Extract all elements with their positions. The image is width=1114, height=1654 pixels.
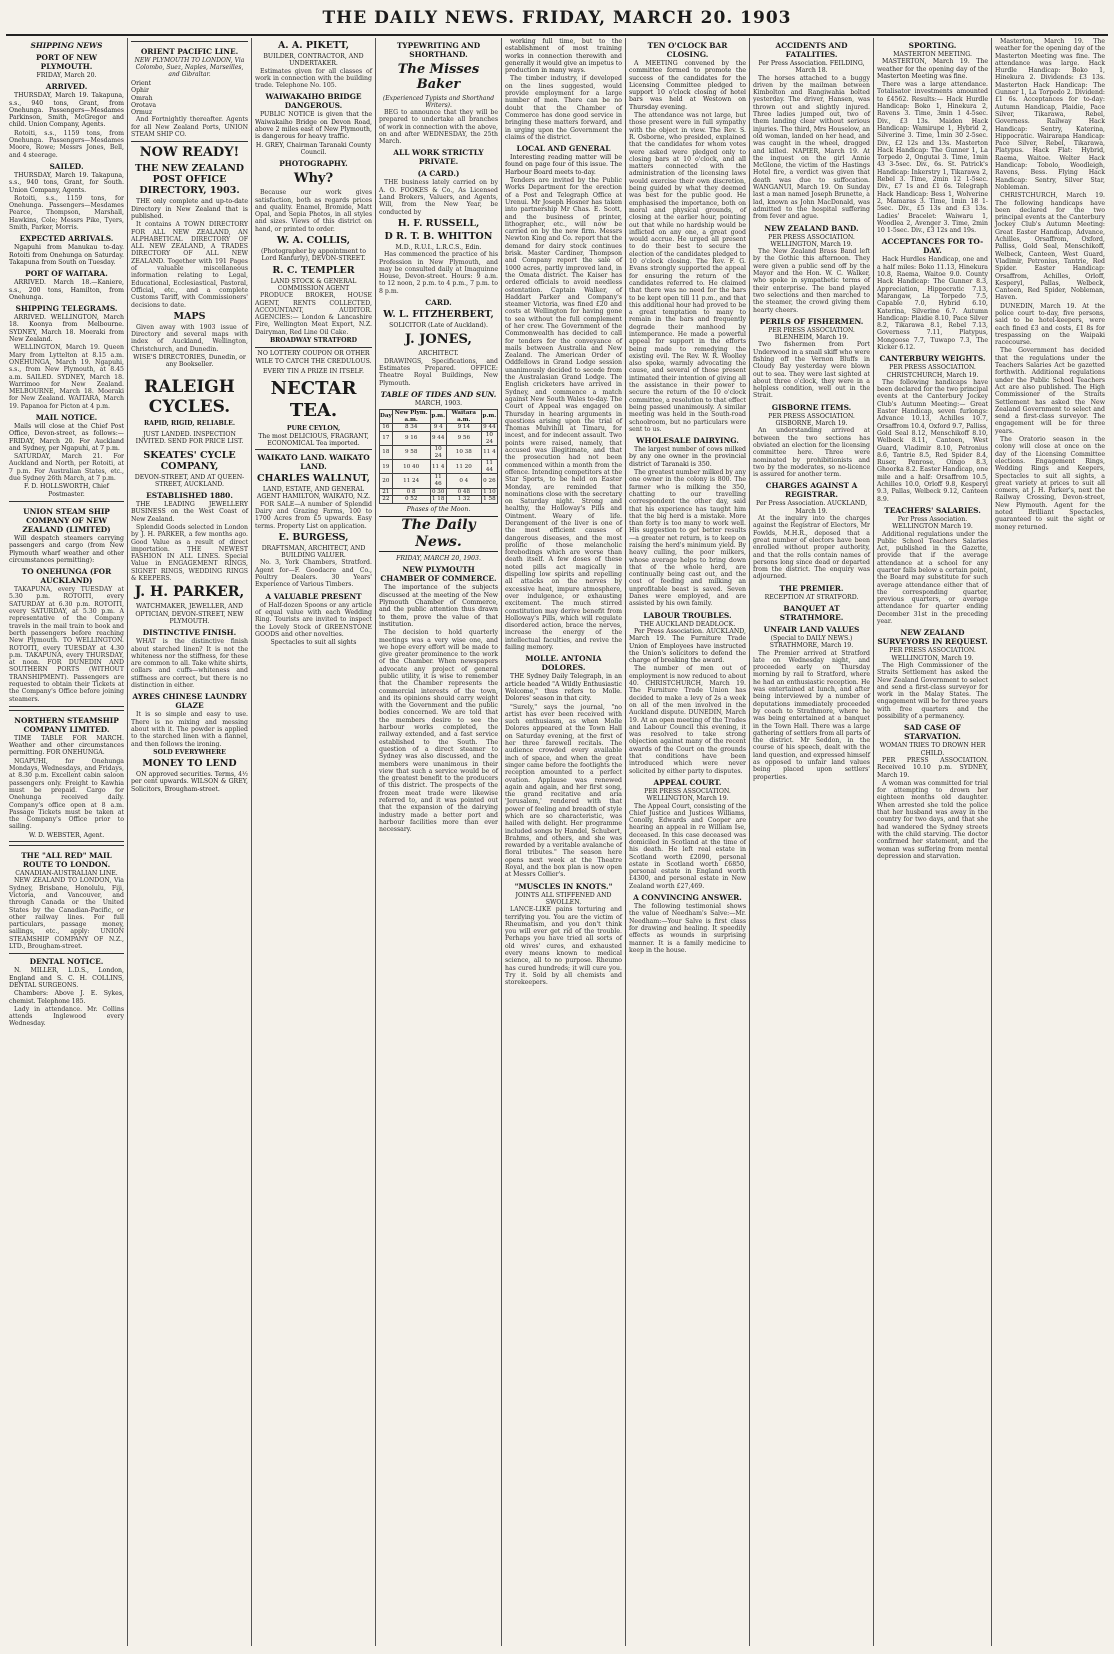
telegrams-heading: SHIPPING TELEGRAMS.: [15, 304, 118, 314]
dental-heading: DENTAL NOTICE.: [29, 957, 104, 967]
chamber-heading: NEW PLYMOUTH CHAMBER OF COMMERCE.: [380, 565, 497, 584]
shipping-news-heading: SHIPPING NEWS: [30, 41, 103, 50]
filler-text: Rotoiti, s.s., 1159 tons, for Onehunga. Passengers—Mesdames Pearce, Thompson, Marshall, Hawkins, Cole; Messrs Pike, Tyers, Smith, Parker, Morris.: [9, 194, 124, 232]
gisborne-sub: PER PRESS ASSOCIATION. GISBORNE, March 19.: [768, 412, 855, 428]
column-8: [874, 38, 992, 1646]
sporting-sub: MASTERTON MEETING.: [893, 51, 972, 58]
onehunga-heading: TO ONEHUNGA (FOR AUCKLAND): [21, 567, 112, 586]
canterbury-heading: CANTERBURY WEIGHTS.: [879, 354, 986, 364]
card2-heading: CARD.: [425, 298, 452, 308]
directory-text: THE only complete and up-to-date Directory in New Zealand that is published.: [131, 198, 248, 220]
molle-text: THE Sydney Daily Telegraph, in an article headed "A Wildly Enthusiastic Welcome," thus refers to Molle. Dolores' season in that city.: [505, 673, 622, 703]
table-cell: 9 58: [392, 446, 430, 460]
muscles-sub: JOINTS ALL STIFFENED AND SWOLLEN.: [515, 891, 612, 906]
established-text: THE LEADING JEWELLERY BUSINESS on the West Coast of New Zealand.: [131, 501, 248, 523]
table-row: [380, 424, 498, 432]
table-cell: 1 32: [446, 496, 481, 504]
banquet-heading: BANQUET AT STRATHMORE.: [779, 604, 844, 622]
filler-text: It contains A TOWN DIRECTORY FOR ALL NEW ZEALAND, AN ALPHABETICAL DIRECTORY OF ALL NEW ZEALAND, A TRADES DIRECTORY OF ALL NEW ZEALAND. Together with 191 Pages of valuable miscellaneous information relating to Legal, Educational, Ecclesiastical, Pastoral, Official, etc., and a complete Customs Tariff, with Commissioners' decisions to date.: [131, 221, 248, 309]
valuable-heading: A VALUABLE PRESENT: [265, 591, 362, 601]
broadway: BROADWAY STRATFORD: [269, 337, 358, 345]
agent: W. D. WEBSTER, Agent.: [28, 831, 105, 839]
dairying-heading: WHOLESALE DAIRYING.: [636, 436, 739, 446]
masthead-rule: [6, 34, 1108, 36]
port-heading: PORT OF NEW PLYMOUTH.: [35, 53, 98, 71]
pikett-heading: A. A. PIKETT,: [277, 40, 350, 51]
canadian-line: CANADIAN-AUSTRALIAN LINE.: [15, 870, 118, 878]
filler-text: The greatest number milked by any one owner in the colony is 800. The farmer who is milking the 350, chatting to our travelling correspondent the other day, said that his experience has taught him that the big herd is a mistake. More than forty is too many to work well. His suggestion to get better results—a greater net return, is to keep on raising the herd's minimum yield. By heavy culling, the poor milkers, whose average helps to bring down that of the whole herd, are continually being cast out, and the cost of feeding and milking an unprofitable beast is saved. Seven Danes were employed, and are assisted by his own family.: [629, 469, 746, 608]
just-landed: JUST LANDED. INSPECTION INVITED. SEND FOR PRICE LIST.: [135, 430, 244, 446]
expected-text: Ngapuhi from Manukau to-day. Rotoiti from Onehunga on Saturday. Takapuna from South on Tuesday.: [9, 244, 124, 266]
column-7: [750, 38, 874, 1646]
table-cell: 10 24: [481, 431, 497, 445]
burgess-heading: E. BURGESS,: [278, 531, 349, 543]
accidents-heading: ACCIDENTS AND FATALITIES.: [775, 41, 848, 59]
filler-text: THE business lately carried on by A. O. FOOKES & Co., As Licensed Land Brokers, Valuers, and Agents, Will, from the New Year, be conducted by: [379, 179, 498, 216]
table-header: New Plym. a.m.: [392, 410, 430, 424]
no-lottery: NO LOTTERY COUPON OR OTHER WILE TO CATCH THE CREDULOUS.: [255, 350, 372, 365]
money-heading: MONEY TO LEND: [142, 758, 237, 770]
filler-text: The Oratorio season in the colony will close at once on the day of the Licensing Committee elections. Engagement Rings, Wedding Rings and Keepers, Spectacles to suit all sights, a great variety at prices to suit all comers, at J. H. Parker's, next the Railway Crossing, Devon-street, New Plymouth. Agent for the noted Brilliant Spectacles, guaranteed to suit the sight or money returned.: [995, 436, 1105, 531]
burgess-sub: DRAFTSMAN, ARCHITECT, AND BUILDING VALUER.: [261, 544, 366, 560]
filler-text: The decision to hold quarterly meetings was a very wise one, and we hope every effort will be made to give greater prominence to the work of the Chamber. When newspapers advocate any project of general public utility, it is wise to remember that the Chamber represents the commercial interests of the town, and its opinions should carry weight with the Government and the public bodies concerned. We are told that the members desire to see the harbour works completed, the railway extended, and a fast service established to the South. The question of a direct steamer to Sydney was also discussed, and the members were unanimous in their view that such a service would be of the greatest benefit to the producers of this district. The prospects of the frozen meat trade were likewise referred to, and it was pointed out that the expansion of the dairying industry made a better port and harbour facilities more than ever necessary.: [379, 629, 498, 834]
filler-text: The number of men out of employment is now reduced to about 40. CHRISTCHURCH, March 19. The Furniture Trade Union has decided to make a levy of 2s a week on all of the men involved in the Auckland dispute. DUNEDIN, March 19. At an open meeting of the Trades and Labour Council this evening, it was resolved to take strong objection against many of the recent awards of the Court on the grounds that conditions have been introduced which were never solicited by either party to disputes.: [629, 665, 746, 775]
all-work: ALL WORK STRICTLY PRIVATE.: [393, 148, 484, 167]
filler-text: Splendid Goods selected in London by J. H. PARKER, a few months ago. Good Value as a result of direct importation. THE NEWEST FASHION IN ALL LINES. Special Value in ENGAGEMENT RINGS, SIGNET RINGS, WEDDING RINGS & KEEPERS.: [131, 523, 248, 583]
waiwakaiho-heading: WAIWAKAIHO BRIDGE DANGEROUS.: [265, 92, 362, 111]
tides-heading: TABLE OF TIDES AND SUN.: [380, 389, 497, 399]
appeal-heading: APPEAL COURT.: [653, 777, 722, 787]
filler-text: There was a large attendance. Totalisator investments amounted to £4562. Results:— Hack Hurdle Handicap: Boko 1, Hinekura 2, Ravens 3. Time, 3min 1 4-5sec. Div., £3 13s. Maiden Hack Handicap: Wamirupe 1, Hybrid 2, Silverine 3. Time, 1min 30 2-5sec. Div., £2 12s and 13s. Masterton Hack Handicap: The Gunner 1, La Torpedo 2, Ongutai 3. Time, 1min 43 3-5sec. Div., 6s. St. Patrick's Handicap: Inkerstry 1, Tikarawa 2, Rebel 3. Time, 2min 12 1-5sec. Div., £7 1s and £1 6s. Telegraph Hack Handicap: Bess 1, Wolverine 2, Mamaras 3. Time, 1min 18 1-5sec. Div., £5 13s and £3 13s. Ladies' Bracelet: Waiwaru 1, Woodlea 2, Avenger 3. Time, 2min 10 1-5sec. Div., £3 12s and 19s.: [877, 81, 988, 235]
filler-text: of Half-dozen Spoons or any article of equal value with each Wedding Ring. Tourists are invited to inspect the Lovely Stock of GREENSTONE GOODS and other novelties.: [255, 601, 372, 638]
gisborne-heading: GISBORNE ITEMS.: [771, 402, 852, 412]
table-cell: 1 58: [483, 496, 496, 503]
filler-text: Has commenced the practice of his Profession in New Plymouth, and may be consulted daily at Imaguinne House, Devon-street. Hours: 9 a.m. to 12 noon, 2 p.m. to 4 p.m., 7 p.m. to 8 p.m.: [379, 251, 498, 295]
ten-oclock-text: A MEETING convened by the committee formed to promote the success of the candidates for the Licensing Committee pledged to support 10 o'clock closing of hotel bars was held at Westown on Thursday evening.: [629, 60, 746, 111]
sold-everywhere: SOLD EVERYWHERE: [153, 748, 226, 756]
labour-text: Per Press Association. AUCKLAND, March 19. The Furniture Trade Union of Employees have instructed the Union's solicitors to defend the charge of breaking the award.: [629, 627, 746, 665]
expected-heading: EXPECTED ARRIVALS.: [19, 234, 114, 244]
table-cell: 11 4: [430, 460, 446, 474]
column-1: [6, 38, 128, 1646]
local-text: Interesting reading matter will be found on page four of this issue. The Harbour Board meets to-day.: [505, 154, 622, 176]
column-5: [502, 38, 626, 1646]
filler-text: The New Zealand Brass Band left by the Gothic this afternoon. They were given a public send off by the Mayor and the Hon. W. C. Walker, who spoke in sympathetic terms of their enterprise. The band played two selections and then marched to the steamer, the crowd giving them hearty cheers.: [753, 248, 870, 314]
table-header: Day: [380, 410, 393, 424]
filler-text: Because our work gives satisfaction, both as regards prices and quality. Enamel, Bromide, Matt Opal, and Sepia Photos, in all styles and sizes. Views of this district on hand, or printed to order.: [255, 189, 372, 233]
fitz-sub: SOLICITOR (Late of Auckland).: [389, 322, 488, 330]
filler-text: The Premier arrived at Stratford late on Wednesday night, and proceeded early on Thursday morning by rail to Stratford, where he had an enthusiastic reception. He was entertained at lunch, and after being interviewed by a number of deputations immediately proceeded by coach to Strathmore, where he was being entertained at a banquet in the Town Hall. There was a large gathering of settlers from all parts of the district. Mr Seddon, in the course of his speech, dealt with the land question, and expressed himself as opposed to unfair land values being placed upon settlers' properties.: [753, 649, 870, 781]
spectacles: Spectacles to suit all sights: [270, 639, 357, 647]
sailed-text: THURSDAY, March 19. Takapuna, s.s., 940 tons, Grant, for South. Union Company, Agents.: [9, 171, 124, 194]
templer-sub: LAND STOCK & GENERAL COMMISSION AGENT: [270, 277, 357, 292]
maps-heading: MAPS: [173, 310, 206, 322]
filler-text: The following handicaps have been declared for the two principal events at the Canterbury Jockey Club's Autumn Meeting:— Great Easter Handicap, seven furlongs: Advance 10.13, Achilles 10.7, Orsaffrom 10.4, Oxford 9.7, Palliss, Gold Seal 8.12, Menschikoff 8.10, Welbeck 8.11, Canteen, West Guard, Vladimir 8.10, Petronius 8.6, Tantrie 8.5, Red Spider 8.4, Ruser, Penrose, Oingo 8.3, Ghoorka 8.2. Easter Handicap, one mile and a half: Orsaffrom 10.5, Achilles 10.0, Orloff 9.8, Kesperyl 9.3, Pallas, Welbeck 9.12, Canteen 8.9.: [877, 378, 989, 503]
collis-sub: (Photographer by appointment to Lord Ranfurly), DEVON-STREET.: [260, 248, 367, 263]
telegrams-text: ARRIVED. WELLINGTON, March 18. Koonya from Melbourne. SYDNEY, March 18. Moeraki from New Zealand.: [9, 314, 124, 344]
raleigh-heading: RALEIGH CYCLES.: [144, 376, 235, 417]
arrived-text: THURSDAY, March 19. Takapuna, s.s., 940 tons, Grant, from Onehunga. Passengers—Mesdames Parkinson, Smith, McGregor and child. Union Company, Agents.: [9, 92, 124, 129]
table-cell: 9 4: [430, 424, 446, 432]
nectar-sub: PURE CEYLON,: [286, 425, 341, 433]
table-cell: 0 26: [481, 474, 497, 488]
filler-text: It is so simple and easy to use. There is no mixing and messing about with it. The powder is applied to the starched linen with a flannel, and then follows the ironing.: [131, 711, 248, 748]
phases-heading: Phases of the Moon.: [406, 505, 471, 513]
table-cell: 10 38: [446, 446, 481, 460]
filler-text: Tenders are invited by the Public Works Department for the erection of a Post and Telegraph Office at Urenui. Mr Joseph Hosner has taken into partnership Mr Chas. E. Scott, and the business of printer, lithographer, etc., will now be carried on by the new firm. Messrs Newton King and Co. report that the demand for dairy stock continues brisk. Master Cardiner, Thompson and Company report the sale of 1000 acres, partly improved land, in the Omata district. The Kaiser has ordered officials to avoid needless ostentation. Captain Walker, of Haddart Parker and Company's steamer Victoria, was fined £20 and costs at Wellington for having gone to sea without the full complement of her crew. The Government of the Commonwealth has decided to call for tenders for the conveyance of mails between Australia and New Zealand. The American Order of Oddfellows in Grand Lodge session unanimously decided to secede from the Australasian Grand Lodge. The English cricketers have arrived in Sydney, and commence a match against New South Wales to-day. The Court of Appeal was engaged on Thursday in hearing arguments in questions arising upon the trial of Thomas Mulvihill at Timaru, for incest, and for indecent assault. Two points were raised, namely, that accused was illegitimate, and that the prosecution had not been commenced within a month from the offence. Intending competitors at the Star Sports, to be held on Easter Monday, are reminded that nominations close with the secretary on Saturday night. Strong and healthy, the Holloway's Pills and Ointment. Weary of life. Derangement of the liver is one of the most efficient causes of dangerous diseases, and the most prolific of those melancholic forebodings which are worse than death itself. A few doses of these noted pills act magically in dispelling low spirits and repelling all attacks on the nerves by excessive heat, impure atmosphere, over indulgence, or exhausting excitement. The much stirred constitution may derive benefit from Holloway's Pills, which will regulate disordered action, brace the nerves, increase the energy of the intellectual faculties, and revive the failing memory.: [505, 177, 622, 652]
sporting-heading: SPORTING.: [908, 41, 957, 50]
table-cell: 11 46: [430, 474, 446, 488]
whitton-sub: M.D., R.U.I., L.R.C.S., Edin.: [395, 243, 482, 251]
table-header: p.m.: [481, 410, 497, 424]
russell-heading: H. F. RUSSELL,: [397, 217, 480, 229]
filler-text: The timber industry, if developed on the lines suggested, would provide employment for a large number of men. There can be no doubt that the Chamber of Commerce has done good service in bringing these matters forward, and in urging upon the Government the claims of the district.: [505, 75, 622, 141]
acceptances-heading: ACCEPTANCES FOR TO-DAY.: [881, 237, 984, 256]
table-row: [380, 446, 498, 460]
column-9: [992, 38, 1108, 1646]
premier-sub: RECEPTION AT STRATFORD.: [764, 593, 859, 601]
filler-text: The attendance was not large, but those present were in full sympathy with the object in view. The Rev. S. R. Osborne, who presided, explained that the candidates for whom votes were asked were pledged only to closing bars at 10 o'clock, and all matters connected with the administration of the licensing laws would exercise their own discretion, being guided by what they deemed was best for the public good. He emphasised the importance, both on moral and physical grounds, of closing at the earlier hour, pointing out that while no hardship would be inflicted on any one, a great good would accrue. He urged all present to do their best to secure the election of the candidates pledged to 10 o'clock closing. The Rev. F. G. Evans strongly supported the appeal for ensuring the return of the candidates referred to. He claimed that there was no need for the bars to be kept open till 11 p.m., and that this additional hour had proved to be a great temptation to many to remain in the bars and frequently degrade their manhood by intemperance. He made a powerful appeal for support in the efforts being made to remedying the existing evil. The Rev. W. R. Woolley also spoke, warmly advocating the cause, and several of those present intimated their intention of giving all the assistance in their power to secure the return of the 10 o'clock committee, a resolution to that effect being passed unanimously. A similar meeting was held in the South-road schoolroom, but no particulars were sent to us.: [629, 112, 746, 433]
canterbury-sub: PER PRESS ASSOCIATION. CHRISTCHURCH, March 19.: [886, 364, 979, 379]
column-6: [626, 38, 750, 1646]
filler-text: Rotoiti, s.s., 1159 tons, from Onehunga. Passengers—Mesdames Moore, Rowe; Messrs Jones, Bell, and 4 steerage.: [9, 129, 124, 159]
dairying-text: The largest number of cows milked by any one owner in the provincial district of Taranaki is 350.: [629, 446, 746, 468]
parker-sub: WATCHMAKER, JEWELLER, AND OPTICIAN, DEVON-STREET, NEW PLYMOUTH.: [135, 603, 244, 625]
allred-ad: [9, 845, 124, 954]
filler-text: Given away with 1903 issue of Directory and several maps with index of Auckland, Wellington, Christchurch, and Dunedin.: [131, 323, 248, 353]
teachers-sub: Per Press Association. WELLINGTON March 19.: [892, 515, 973, 531]
surveyors-sub: PER PRESS ASSOCIATION. WELLINGTON, March 19.: [889, 647, 976, 662]
postmaster: F. D. HOLLSWORTH, Chief Postmaster.: [24, 483, 109, 498]
typewriting-heading: TYPEWRITING AND SHORTHAND.: [396, 41, 481, 59]
filler-text: The High Commissioner of the Straits Settlement has asked the New Zealand Government to select and send a first-class surveyor for work in the Malay States. The engagement will be for three years with free quarters and the possibility of a permanency.: [877, 661, 988, 721]
table-cell: 11 20: [446, 460, 481, 474]
table-cell: 1 18: [431, 496, 445, 503]
templer-heading: R. C. TEMPLER: [272, 264, 355, 276]
sailed-heading: SAILED.: [49, 161, 84, 171]
filler-text: DUNEDIN, March 19. At the police court to-day, five persons, said to be hotel-keepers, were each fined £3 and costs, £1 8s for trespassing on the Waipaki racecourse.: [995, 302, 1105, 347]
arrived-heading: ARRIVED.: [45, 82, 88, 92]
table-cell: 11 44: [481, 460, 497, 474]
page-columns: [6, 38, 1108, 1646]
filler-text: TAKAPUNA, every TUESDAY at 5.30 p.m. ROTOITI, every SATURDAY at 6.30 p.m. ROTOITI, every SATURDAY, at 5.30 p.m. A representative of the Company travels in the mail train to book and berth passengers before reaching New Plymouth. TO WELLINGTON. ROTOITI, every TUESDAY at 4.30 p.m. TAKAPUNA, every THURSDAY, at noon. FOR DUNEDIN AND SOUTHERN PORTS (WITHOUT TRANSHIPMENT). Passengers are requested to obtain their Tickets at the Company's Office before joining steamers.: [9, 586, 124, 703]
filler-text: NEW ZEALAND TO LONDON, Via Sydney, Brisbane, Honolulu, Fiji, Victoria, and Vancouver, and through Canada or the United States by the Canadian-Pacific, or other railway lines. For full particulars, passage money, sailings, etc., apply: UNION STEAMSHIP COMPANY OF N.Z., LTD., Brougham-street.: [9, 877, 124, 951]
premier-heading: THE PREMIER.: [779, 583, 844, 593]
table-header: p.m.: [430, 410, 446, 424]
parker-heading: J. H. PARKER,: [134, 584, 245, 601]
table-row: [380, 431, 498, 445]
table-cell: 9 16: [392, 431, 430, 445]
nectar-text: The most DELICIOUS, FRAGRANT, ECONOMICAL Tea imported.: [258, 432, 369, 447]
date-line: FRIDAY, March 20.: [36, 72, 97, 79]
filler-text: SATURDAY, March 21. For Auckland and North, per Rotoiti, at 7 p.m. For Australian States, etc., due Sydney 26th March, at 7 p.m.: [9, 453, 124, 483]
sporting-text: MASTERTON, March 19. The weather for the opening day of the Masterton Meeting was fine.: [877, 58, 988, 80]
table-cell: 0 8: [392, 488, 430, 496]
filler-text: No. 3, York Chambers, Stratford. Agent for—F. Goodacre and Co., Poultry Dealers. 30 Years' Experience of Various Timbers.: [255, 559, 372, 589]
table-cell: 9 44: [483, 424, 496, 431]
waitara-heading: PORT OF WAITARA.: [25, 269, 108, 279]
raleigh-sub: RAPID, RIGID, RELIABLE.: [144, 419, 235, 427]
orient-ad: [131, 41, 248, 142]
filler-text: WHAT is the distinctive finish about starched linen? It is not the whiteness nor the stiffness, for these are common to all. Take white shirts, collars and cuffs—whiteness and stiffness are correct, but there is no distinction in either.: [131, 638, 248, 690]
table-row: [380, 410, 498, 424]
filler-text: Estimates given for all classes of work in connection with the building trade. Telephone No. 105.: [255, 67, 372, 90]
table-cell: 17: [380, 431, 393, 445]
table-cell: 22: [380, 496, 393, 504]
northern-heading: NORTHERN STEAMSHIP COMPANY LIMITED.: [14, 715, 119, 734]
baker-heading: The Misses Baker: [397, 62, 480, 92]
orient-ships: [131, 80, 248, 116]
wallnut-sub: LAND, ESTATE, AND GENERAL AGENT HAMILTON, WAIKATO, N.Z.: [256, 486, 371, 501]
baker-sub: (Experienced Typists and Shorthand Writers).: [382, 95, 495, 109]
filler-text: Lady in attendance. Mr. Collins attends Inglewood every Wednesday.: [9, 1005, 124, 1028]
table-cell: 20: [380, 474, 393, 488]
local-heading: LOCAL AND GENERAL: [516, 144, 611, 154]
nectar-heading: NECTAR TEA.: [270, 378, 357, 422]
filler-text: Masterton, March 19. The weather for the opening day of the Masterton Meeting was fine. The attendance was large. Hack Hurdle Handicap: Boko 1, Hinekura 2. Dividends: £3 13s. Masterton Hack Handicap: The Gunner 1, La Torpedo 2. Dividend: £1 6s. Acceptances for to-day: Autumn Handicap, Plaidie, Pace Silver, Tikarawa, Rebel, Governess. Railway Hack Handicap: Sentry, Katerina, Hippocratic. Wairarapa Handicap: Pace Silver, Rebel, Tikarawa, Platypus. Hack Flat: Hybrid, Raema, Waitoe. Welter Hack Handicap: Tobolo, Woodleigh, Ravens, Bess. Flying Hack Handicap: Sentry, Silver Star, Nobleman.: [995, 38, 1105, 191]
photo-heading: PHOTOGRAPHY.: [279, 159, 348, 169]
special-sub: (Special to DAILY NEWS.) STRATHMORE, March 19.: [769, 635, 854, 650]
filler-text: BEG to announce that they will be prepared to undertake all branches of work in connection with the above, on and after WEDNESDAY, the 25th March.: [379, 109, 498, 146]
filler-text: "Surely," says the journal, "no artist has ever been received with such enthusiasm, as when Molle Dolores appeared at the Town Hall on Saturday evening, at the first of her three farewell recitals. The audience crowded every available inch of space, and when the great singer came before the footlights the reception amounted to a perfect ovation. Applause was renewed again and again, and her first song, the grand recitative and aria 'Jerusalem,' rendered with that power of feeling and breadth of style which are so characteristic, was hailed with delight. Her programme included songs by Handel, Schubert, Brahms, and others, and she was rewarded by a veritable avalanche of floral tributes." The season here opens next week at the Theatre Royal, and the box plan is now open at Messrs Collier's.: [505, 703, 622, 879]
masthead: THE DAILY NEWS. FRIDAY, MARCH 20. 1903: [322, 8, 792, 28]
ten-oclock-heading: TEN O'CLOCK BAR CLOSING.: [647, 41, 728, 59]
muscles-heading: "MUSCLES IN KNOTS.": [514, 881, 613, 891]
appeal-sub: PER PRESS ASSOCIATION. WELLINGTON, March 19.: [644, 787, 731, 803]
ship-name: Ophir: [131, 87, 149, 95]
collis-heading: W. A. COLLIS,: [276, 235, 351, 247]
band-sub: PER PRESS ASSOCIATION. WELLINGTON, March 19.: [768, 233, 855, 248]
filler-text: Hack Hurdles Handicap, one and a half miles: Boko 11.13, Hinekura 10.8, Raema, Waitoe 9.0. County Hack Handicap: The Gunner 8.3, Appreciation, Hippocratic 7.13, Marangaw, La Torpedo 7.5, Capable 7.0, Hybrid 6.10, Katerina, Silverine 6.7. Autumn Handicap: Plaidie 8.10, Pace Silver 8.2, Tikarawa 8.1, Rebel 7.13, Governess 7.11, Platypus, Mongoose 7.7, Tuwapo 7.3, The Kicker 6.12.: [877, 256, 988, 351]
ship-name: Ormuz: [131, 109, 153, 117]
table-cell: 9 14: [446, 424, 481, 432]
filler-text: FOR SALE—A number of Splendid Dairy and Grazing Farms, 100 to 1700 Acres from £5 upwards. Easy terms. Property List on application.: [255, 500, 372, 530]
filler-text: Additional regulations under the Public School Teachers Salaries Act, published in the Gazette, provide that if the average attendance at a school for any quarter falls below a certain point, the Board may substitute for such average attendance either that of the corresponding quarter, previous quarters, or average attendance for quarter ending December 31st in the preceding year.: [877, 530, 988, 626]
surveyors-heading: NEW ZEALAND SURVEYORS IN REQUEST.: [877, 628, 988, 647]
table-cell: 11 4: [481, 446, 497, 460]
registrar-sub: Per Press Association. AUCKLAND, March 19.: [755, 500, 868, 515]
tides-month: MARCH, 1903.: [414, 399, 463, 407]
wallnut-heading: CHARLES WALLNUT,: [257, 473, 370, 485]
accidents-sub: Per Press Association. FEILDING, March 18.: [758, 60, 865, 75]
table-cell: 10 40: [392, 460, 430, 474]
unfair-heading: UNFAIR LAND VALUES: [763, 625, 860, 634]
starvation-text: PER PRESS ASSOCIATION. Received 10.10 p.m. SYDNEY, March 19.: [877, 756, 988, 779]
column-2: [128, 38, 252, 1646]
orient-heading: ORIENT PACIFIC LINE.: [140, 47, 239, 56]
money-text: ON approved securities. Terms, 4½ per cent upwards. WILSON & GREY, Solicitors, Brougham-street.: [131, 771, 248, 793]
ship-name: Omrah: [131, 94, 153, 102]
table-cell: 0 30: [431, 488, 445, 495]
column-4: [376, 38, 502, 1646]
table-cell: 1 10: [483, 488, 496, 495]
table-row: [380, 488, 498, 496]
table-cell: 16: [380, 424, 393, 432]
dental-text: N. MILLER, L.D.S., London, England and S. C. H. COLLINS, DENTAL SURGEONS.: [9, 967, 124, 989]
chambers-text: Chambers: Above J. E. Sykes, chemist. Telephone 185.: [9, 990, 124, 1005]
filler-text: At the inquiry into the charges against the Registrar of Electors, Mr Fowlds, M.H.R., deposed that a great number of electors have been enrolled without proper authority, and that the rolls contain names of persons long since dead or departed from the district. The enquiry was adjourned.: [753, 515, 870, 581]
every-tin: EVERY TIN A PRIZE IN ITSELF.: [262, 367, 364, 375]
filler-text: WELLINGTON, March 19. Queen Mary from Lyttelton at 8.15 a.m. ONEHUNGA, March 19. Ngapuhi, s.s., from New Plymouth, at 8.45 a.m. SAILED. SYDNEY, March 18. Warrimoo for New Zealand. MELBOURNE, March 18. Moeraki for New Zealand. WAITARA, March 19. Papanoa for Picton at 4 p.m.: [9, 344, 124, 410]
table-cell: 10 24: [430, 446, 446, 460]
mail-text: Mails will close at the Chief Post Office, Devon-street, as follows:— FRIDAY, March 20. For Auckland and Sydney, per Ngapuhi, at 7 p.m.: [9, 422, 124, 452]
table-cell: 9 56: [446, 431, 481, 445]
northern-ad: [9, 710, 124, 842]
filler-text: The Appeal Court, consisting of the Chief Justice and Justices Williams, Conolly, Edwards and Cooper are hearing an appeal in re William Ise, deceased. In this case deceased was domiciled in Scotland at the time of his death. He left real estate in Scotland worth £2090, personal estate in Scotland worth £6850, personal estate in England worth £4300, and personal estate in New Zealand worth £27,469.: [629, 802, 746, 890]
table-cell: 18: [380, 446, 393, 460]
perils-heading: PERILS OF FISHERMEN.: [759, 316, 864, 326]
table-row: [380, 496, 498, 504]
perils-sub: PER PRESS ASSOCIATION. BLENHEIM, March 19.: [768, 326, 855, 342]
skeates-addr: DEVON-STREET, AND AT QUEEN-STREET, AUCKLAND.: [134, 473, 245, 488]
lead-text: working full time, but to the establishment of most training works in connection therewith and generally it would give an impetus to production in many ways.: [505, 38, 622, 75]
labour-sub: THE AUCKLAND DEADLOCK.: [639, 620, 736, 628]
northern-text: TIME TABLE FOR MARCH. Weather and other circumstances permitting. FOR ONEHUNGA.: [9, 734, 124, 757]
table-cell: 0 48: [446, 488, 481, 496]
table-cell: 0 52: [392, 496, 430, 504]
union-text: Will despatch steamers carrying passengers and cargo (from New Plymouth wharf weather and other circumstances permitting):: [9, 534, 124, 564]
ship-name: Orient: [131, 80, 152, 87]
established-heading: ESTABLISHED 1880.: [146, 491, 233, 501]
filler-text: The horses attached to a buggy driven by the mailman between Kimbolton and Rangiwahia bolted yesterday. The driver, Hansen, was thrown out and slightly injured. Three ladies jumped out, two of them landing clear without serious injuries. The third, Mrs Houselow, an old woman, landed on her head, and was caught in the wheel, dragged and killed. NAPIER, March 19. At the inquest on the girl Annie McGlone, the victim of the Hastings Hotel fire, a verdict was given that death was due to suffocation. WANGANUI, March 19. On Sunday last a man named Joseph Brunette, a lad, known as John MacDonald, was admitted to the hospital suffering from fever and ague.: [753, 74, 870, 221]
table-cell: 8 34: [392, 424, 430, 432]
union-ad: [9, 501, 124, 707]
union-heading: UNION STEAM SHIP COMPANY OF NEW ZEALAND (LIMITED): [22, 506, 111, 534]
now-ready-heading: NOW READY!: [139, 145, 240, 161]
pikett-sub: BUILDER, CONTRACTOR, AND UNDERTAKER.: [263, 53, 364, 68]
filler-text: An understanding arrived at between the two sections has obviated an election for the licensing committee here. Three were nominated by prohibitionists and two by the moderates, so no-licence is assured for another term.: [753, 427, 870, 479]
orient-text: NEW PLYMOUTH TO LONDON, Via Colombo, Suez, Naples, Marseilles, and Gibraltar.: [134, 57, 245, 78]
filler-text: CHRISTCHURCH, March 19. The following handicaps have been declared for the two principal events at the Canterbury Jockey Club's Autumn Meeting: Great Easter Handicap, Advance, Achilles, Orsaffrom, Oxford, Palliss, Gold Seal, Menschikoff, Welbeck, Canteen, West Guard, Vladimir, Petronius, Tantrie, Red Spider. Easter Handicap: Orsaffrom, Achilles, Orloff, Kesperyl, Pallas, Welbeck, Canteen, Red Spider, Nobleman, Haven.: [995, 192, 1105, 302]
waiwakaiho-text: PUBLIC NOTICE is given that the Waiwakaiho Bridge on Devon Road, above 2 miles east of New Plymouth, is dangerous for heavy traffic.: [255, 111, 372, 141]
teachers-heading: TEACHERS' SALARIES.: [884, 505, 981, 515]
table-row: [380, 474, 498, 488]
ayres-heading: AYRES CHINESE LAUNDRY GLAZE: [132, 692, 247, 711]
filler-text: PRODUCE BROKER, HOUSE AGENT, RENTS COLLECTED, ACCOUNTANT, AUDITOR. AGENCIES:— London & Lancashire Fire, Wellington Meat Export, N.Z. Dairyman, Red Line Oil Cake.: [255, 292, 372, 336]
why-heading: Why?: [293, 171, 334, 187]
filler-text: The Government has decided that the regulations under the Teachers Salaries Act be gazetted forthwith. Additional regulations under the Public School Teachers Act are also published. The High Commissioner of the Straits Settlement has asked the New Zealand Government to select and send a first-class surveyor. The engagement will be for three years.: [995, 347, 1105, 435]
starvation-sub: WOMAN TRIES TO DROWN HER CHILD.: [879, 742, 986, 757]
wises-text: WISE'S DIRECTORIES, Dunedin, or any Bookseller.: [133, 354, 246, 369]
jones-sub: ARCHITECT.: [418, 350, 459, 358]
mail-heading: MAIL NOTICE.: [35, 412, 98, 422]
tide-table: [379, 409, 498, 504]
banner-date: FRIDAY, MARCH 20, 1903.: [396, 555, 481, 563]
filler-text: LANCE-LIKE pains torturing and terrifying you. You are the victim of Rheumatism, and you don't think you will ever get rid of the trouble. Perhaps you have tried all sorts of old wives' cures, and exhausted every means known to medical science, all to no purpose. Rheumo has cured hundreds; it will cure you. Try it. Sold by all chemists and storekeepers.: [505, 906, 622, 987]
band-heading: NEW ZEALAND BAND.: [764, 223, 859, 233]
daily-news-banner: The Daily News.: [379, 516, 498, 552]
allred-heading: THE "ALL RED" MAIL ROUTE TO LONDON.: [21, 851, 112, 870]
table-header: Waitara a.m.: [446, 410, 481, 424]
jones-heading: J. JONES,: [405, 332, 472, 348]
registrar-heading: CHARGES AGAINST A REGISTRAR.: [765, 481, 858, 500]
convincing-heading: A CONVINCING ANSWER.: [633, 893, 742, 903]
skeates-heading: SKEATES' CYCLE COMPANY,: [143, 449, 236, 472]
table-cell: 11 24: [392, 474, 430, 488]
molle-heading: MOLLE. ANTONIA DOLORES.: [525, 654, 602, 673]
nectar-ad: [255, 347, 372, 450]
card-heading: (A CARD.): [417, 169, 460, 179]
ship-name: Orotava: [131, 101, 157, 109]
labour-heading: LABOUR TROUBLES.: [643, 610, 732, 620]
directory-heading: THE NEW ZEALAND POST OFFICE DIRECTORY, 1903.: [134, 163, 244, 197]
waitara-text: ARRIVED. March 18.—Kaniere, s.s., 200 tons, Hamilton, from Onehunga.: [9, 279, 124, 301]
table-row: [380, 460, 498, 474]
filler-text: And Fortnightly thereafter. Agents for all New Zealand Ports, UNION STEAM SHIP CO.: [131, 116, 248, 139]
filler-text: Two fishermen from Port Underwood in a small skiff who were fishing off the Vernon Bluffs in Cloudy Bay yesterday were blown out to sea. They were last sighted at about three o'clock, they were in a helpless condition, well out in the Strait.: [753, 341, 870, 400]
finish-heading: DISTINCTIVE FINISH.: [142, 628, 237, 638]
table-cell: 19: [380, 460, 393, 474]
starvation-heading: SAD CASE OF STARVATION.: [904, 723, 961, 742]
chamber-text: The importance of the subjects discussed at the meeting of the New Plymouth Chamber of Commerce, and the public attention thus drawn to them, prove the value of that institution.: [379, 584, 498, 628]
waikato-heading: WAIKATO LAND. WAIKATO LAND.: [257, 453, 370, 472]
grey-signature: H. GREY, Chairman Taranaki County Council.: [255, 141, 372, 156]
fitzherbert-heading: W. L. FITZHERBERT,: [383, 309, 494, 321]
filler-text: NGAPUHI, for Onehunga Mondays, Wednesdays, and Fridays, at 8.30 p.m. Excellent cabin saloon passengers only. Freight to Kawhia must be prepaid. Cargo for Onehunga received daily. Company's office open at 8 a.m. Passage Tickets must be taken at the Company's Office prior to sailing.: [9, 757, 124, 831]
table-cell: 9 44: [430, 431, 446, 445]
column-3: [252, 38, 376, 1646]
table-cell: 21: [380, 488, 393, 496]
filler-text: A woman was committed for trial for attempting to drown her eighteen months old daughter. When arrested she told the police that her husband was away in the country for two days, and that she had wandered the Sydney streets with the child starving. The doctor confirmed her statement, and the woman was suffering from mental depression and starvation.: [877, 779, 988, 860]
filler-text: DRAWINGS, Specifications, and Estimates Prepared. OFFICE: Theatre Royal Buildings, New Plymouth.: [379, 357, 498, 387]
table-cell: 0 4: [446, 474, 481, 488]
whitton-heading: D R. T. B. WHITTON: [384, 230, 493, 242]
filler-text: The following testimonial shows the value of Needham's Salve:—Mr. Needham:—Your Salve is first class for drawing and healing. It speedily effects as wounds in surprising manner. It is a family medicine to keep in the house.: [629, 903, 746, 954]
